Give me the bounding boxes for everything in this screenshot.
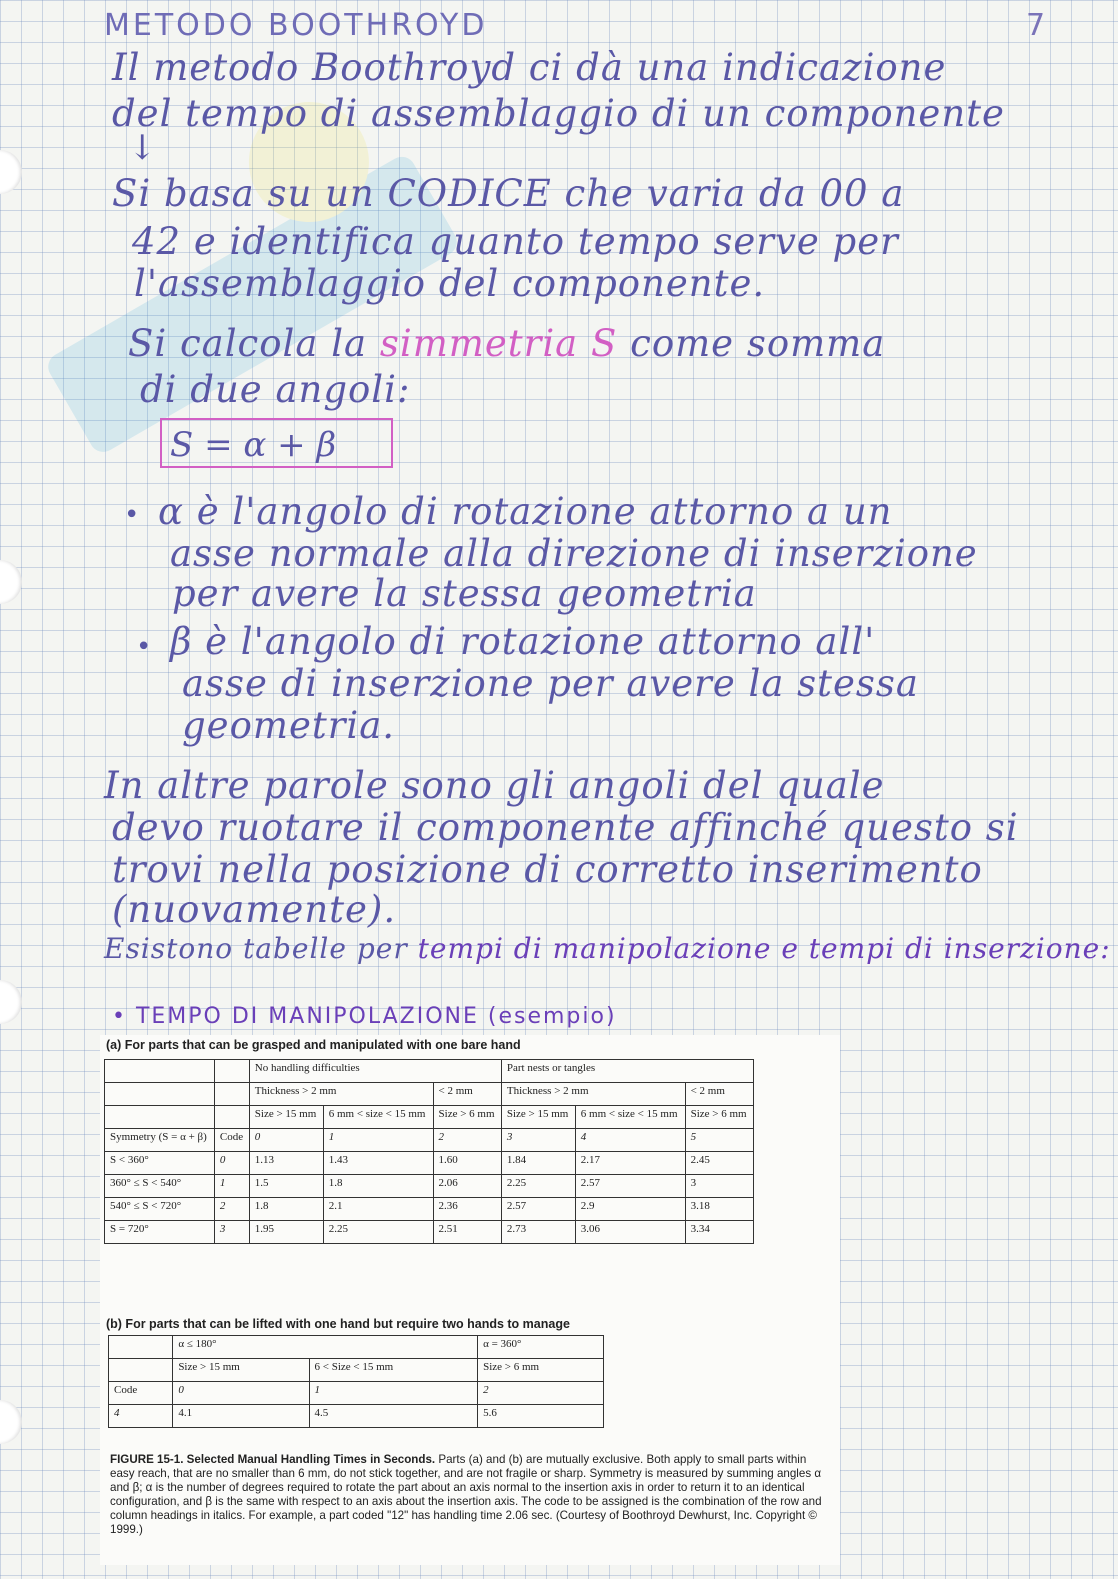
time-cell: 4.5 bbox=[309, 1405, 478, 1428]
thickness-header: Thickness > 2 mm bbox=[249, 1083, 433, 1106]
symmetry-highlight: simmetria S bbox=[379, 322, 618, 365]
figure-caption-body: Parts (a) and (b) are mutually exclusive. Both apply to small parts within easy reach, that are no smaller than 6 mm, do not stick together, and are not fragile or sharp. Symmetry is measured by summing angles α and β; α is the number of degrees required to rotate the part about an axis normal to the insertion axis in order to return it to an identical configuration, and β is the same with respect to an axis about the insertion axis. The code to be assigned is the combination of the row and column headings in italics. For example, a part coded "12" has handling time 2.06 sec. (Courtesy of Boothroyd Dewhurst, Inc. Copyright © 1999.) bbox=[110, 1453, 822, 1536]
group-header: No handling difficulties bbox=[249, 1060, 501, 1083]
handling-times-figure bbox=[100, 1035, 840, 1565]
code-label: Code bbox=[109, 1382, 173, 1405]
down-arrow-icon: ↓ bbox=[128, 128, 157, 168]
column-code: 0 bbox=[173, 1382, 309, 1405]
time-cell: 1.95 bbox=[249, 1221, 323, 1244]
tables-conjunction: e bbox=[781, 932, 799, 965]
row-code: 3 bbox=[214, 1221, 249, 1244]
thickness-header: < 2 mm bbox=[433, 1083, 501, 1106]
symmetry-prefix: Si calcola la bbox=[128, 322, 368, 365]
handling-table-b bbox=[108, 1335, 604, 1428]
handling-times-label: tempi di manipolazione bbox=[417, 932, 772, 965]
table-cell bbox=[105, 1083, 215, 1106]
time-cell: 2.57 bbox=[501, 1198, 575, 1221]
table-row bbox=[105, 1175, 754, 1198]
table-cell bbox=[109, 1359, 173, 1382]
table-cell bbox=[109, 1336, 173, 1359]
tables-line bbox=[104, 932, 1111, 965]
table-b-caption: (b) For parts that can be lifted with one hand but require two hands to manage bbox=[106, 1317, 570, 1331]
size-header: 6 < Size < 15 mm bbox=[309, 1359, 478, 1382]
paragraph-line: In altre parole sono gli angoli del quale bbox=[104, 764, 885, 807]
binder-hole bbox=[0, 1400, 22, 1444]
column-code: 0 bbox=[249, 1129, 323, 1152]
table-a-caption: (a) For parts that can be grasped and manipulated with one bare hand bbox=[106, 1038, 521, 1052]
bullet-beta-line: β è l'angolo di rotazione attorno all' bbox=[170, 620, 876, 663]
time-cell: 1.43 bbox=[323, 1152, 433, 1175]
table-cell bbox=[214, 1083, 249, 1106]
column-code: 2 bbox=[433, 1129, 501, 1152]
group-header: Part nests or tangles bbox=[501, 1060, 753, 1083]
time-cell: 3.18 bbox=[685, 1198, 753, 1221]
size-header: Size > 15 mm bbox=[249, 1106, 323, 1129]
page-number: 7 bbox=[1026, 8, 1046, 43]
time-cell: 2.17 bbox=[575, 1152, 685, 1175]
row-code: 0 bbox=[214, 1152, 249, 1175]
row-code: 2 bbox=[214, 1198, 249, 1221]
size-header: Size > 15 mm bbox=[501, 1106, 575, 1129]
symmetry-suffix: come somma bbox=[630, 322, 886, 365]
time-cell: 2.51 bbox=[433, 1221, 501, 1244]
handling-table-a bbox=[104, 1059, 754, 1244]
time-cell: 3.06 bbox=[575, 1221, 685, 1244]
bullet-beta-line: geometria. bbox=[182, 704, 396, 747]
table-cell bbox=[105, 1106, 215, 1129]
figure-caption bbox=[110, 1453, 832, 1537]
paragraph-line: trovi nella posizione di corretto inserimento bbox=[112, 848, 983, 891]
size-header: 6 mm < size < 15 mm bbox=[323, 1106, 433, 1129]
column-code: 1 bbox=[323, 1129, 433, 1152]
thickness-header: < 2 mm bbox=[685, 1083, 753, 1106]
bullet-alpha-line: α è l'angolo di rotazione attorno a un bbox=[158, 490, 893, 533]
time-cell: 2.57 bbox=[575, 1175, 685, 1198]
table-cell bbox=[214, 1106, 249, 1129]
paragraph-line: (nuovamente). bbox=[112, 888, 397, 931]
time-cell: 2.36 bbox=[433, 1198, 501, 1221]
time-cell: 2.45 bbox=[685, 1152, 753, 1175]
table-row bbox=[109, 1405, 604, 1428]
thickness-header: Thickness > 2 mm bbox=[501, 1083, 685, 1106]
intro-line: Il metodo Boothroyd ci dà una indicazione bbox=[112, 46, 947, 89]
intro-line: del tempo di assemblaggio di un componente bbox=[112, 92, 1005, 135]
time-cell: 3 bbox=[685, 1175, 753, 1198]
size-header: Size > 6 mm bbox=[685, 1106, 753, 1129]
time-cell: 2.25 bbox=[323, 1221, 433, 1244]
column-code: 3 bbox=[501, 1129, 575, 1152]
section-heading: • TEMPO DI MANIPOLAZIONE (esempio) bbox=[112, 1004, 617, 1029]
symmetry-formula: S = α + β bbox=[160, 418, 393, 468]
symmetry-range: S < 360° bbox=[105, 1152, 215, 1175]
page-title: METODO BOOTHROYD bbox=[104, 8, 488, 43]
column-code: 4 bbox=[575, 1129, 685, 1152]
alpha-header: α ≤ 180° bbox=[173, 1336, 478, 1359]
time-cell: 2.73 bbox=[501, 1221, 575, 1244]
row-code: 4 bbox=[109, 1405, 173, 1428]
insertion-times-label: tempi di inserzione: bbox=[808, 932, 1111, 965]
size-header: Size > 6 mm bbox=[478, 1359, 604, 1382]
paragraph-line: devo ruotare il componente affinché questo si bbox=[112, 806, 1019, 849]
bullet-alpha-line: per avere la stessa geometria bbox=[172, 572, 757, 615]
time-cell: 1.13 bbox=[249, 1152, 323, 1175]
column-code: 1 bbox=[309, 1382, 478, 1405]
time-cell: 4.1 bbox=[173, 1405, 309, 1428]
bullet-beta-line: asse di inserzione per avere la stessa bbox=[182, 662, 919, 705]
code-line: Si basa su un CODICE che varia da 00 a bbox=[112, 172, 905, 215]
symmetry-line2: di due angoli: bbox=[140, 368, 411, 411]
table-cell bbox=[105, 1060, 215, 1083]
row-code: 1 bbox=[214, 1175, 249, 1198]
time-cell: 2.25 bbox=[501, 1175, 575, 1198]
column-code: 5 bbox=[685, 1129, 753, 1152]
time-cell: 2.9 bbox=[575, 1198, 685, 1221]
time-cell: 1.5 bbox=[249, 1175, 323, 1198]
time-cell: 1.60 bbox=[433, 1152, 501, 1175]
time-cell: 2.1 bbox=[323, 1198, 433, 1221]
table-row bbox=[105, 1221, 754, 1244]
time-cell: 1.84 bbox=[501, 1152, 575, 1175]
bullet-dot-icon: • bbox=[136, 632, 152, 662]
binder-hole bbox=[0, 980, 22, 1024]
symmetry-range: 360° ≤ S < 540° bbox=[105, 1175, 215, 1198]
bullet-alpha-line: asse normale alla direzione di inserzione bbox=[170, 532, 978, 575]
size-header: 6 mm < size < 15 mm bbox=[575, 1106, 685, 1129]
tables-prefix: Esistono tabelle per bbox=[104, 932, 408, 965]
symmetry-range: 540° ≤ S < 720° bbox=[105, 1198, 215, 1221]
table-row bbox=[105, 1152, 754, 1175]
table-row bbox=[105, 1198, 754, 1221]
binder-hole bbox=[0, 150, 22, 194]
symmetry-label: Symmetry (S = α + β) bbox=[105, 1129, 215, 1152]
code-line: 42 e identifica quanto tempo serve per bbox=[132, 220, 899, 263]
column-code: 2 bbox=[478, 1382, 604, 1405]
time-cell: 3.34 bbox=[685, 1221, 753, 1244]
binder-hole bbox=[0, 560, 22, 604]
size-header: Size > 6 mm bbox=[433, 1106, 501, 1129]
time-cell: 5.6 bbox=[478, 1405, 604, 1428]
symmetry-line bbox=[128, 322, 885, 365]
symmetry-range: S = 720° bbox=[105, 1221, 215, 1244]
code-label: Code bbox=[214, 1129, 249, 1152]
table-cell bbox=[214, 1060, 249, 1083]
alpha-header: α = 360° bbox=[478, 1336, 604, 1359]
size-header: Size > 15 mm bbox=[173, 1359, 309, 1382]
code-line: l'assemblaggio del componente. bbox=[134, 262, 766, 305]
time-cell: 2.06 bbox=[433, 1175, 501, 1198]
figure-caption-title: FIGURE 15-1. Selected Manual Handling Times in Seconds. bbox=[110, 1453, 436, 1466]
bullet-dot-icon: • bbox=[124, 500, 140, 530]
time-cell: 1.8 bbox=[249, 1198, 323, 1221]
time-cell: 1.8 bbox=[323, 1175, 433, 1198]
